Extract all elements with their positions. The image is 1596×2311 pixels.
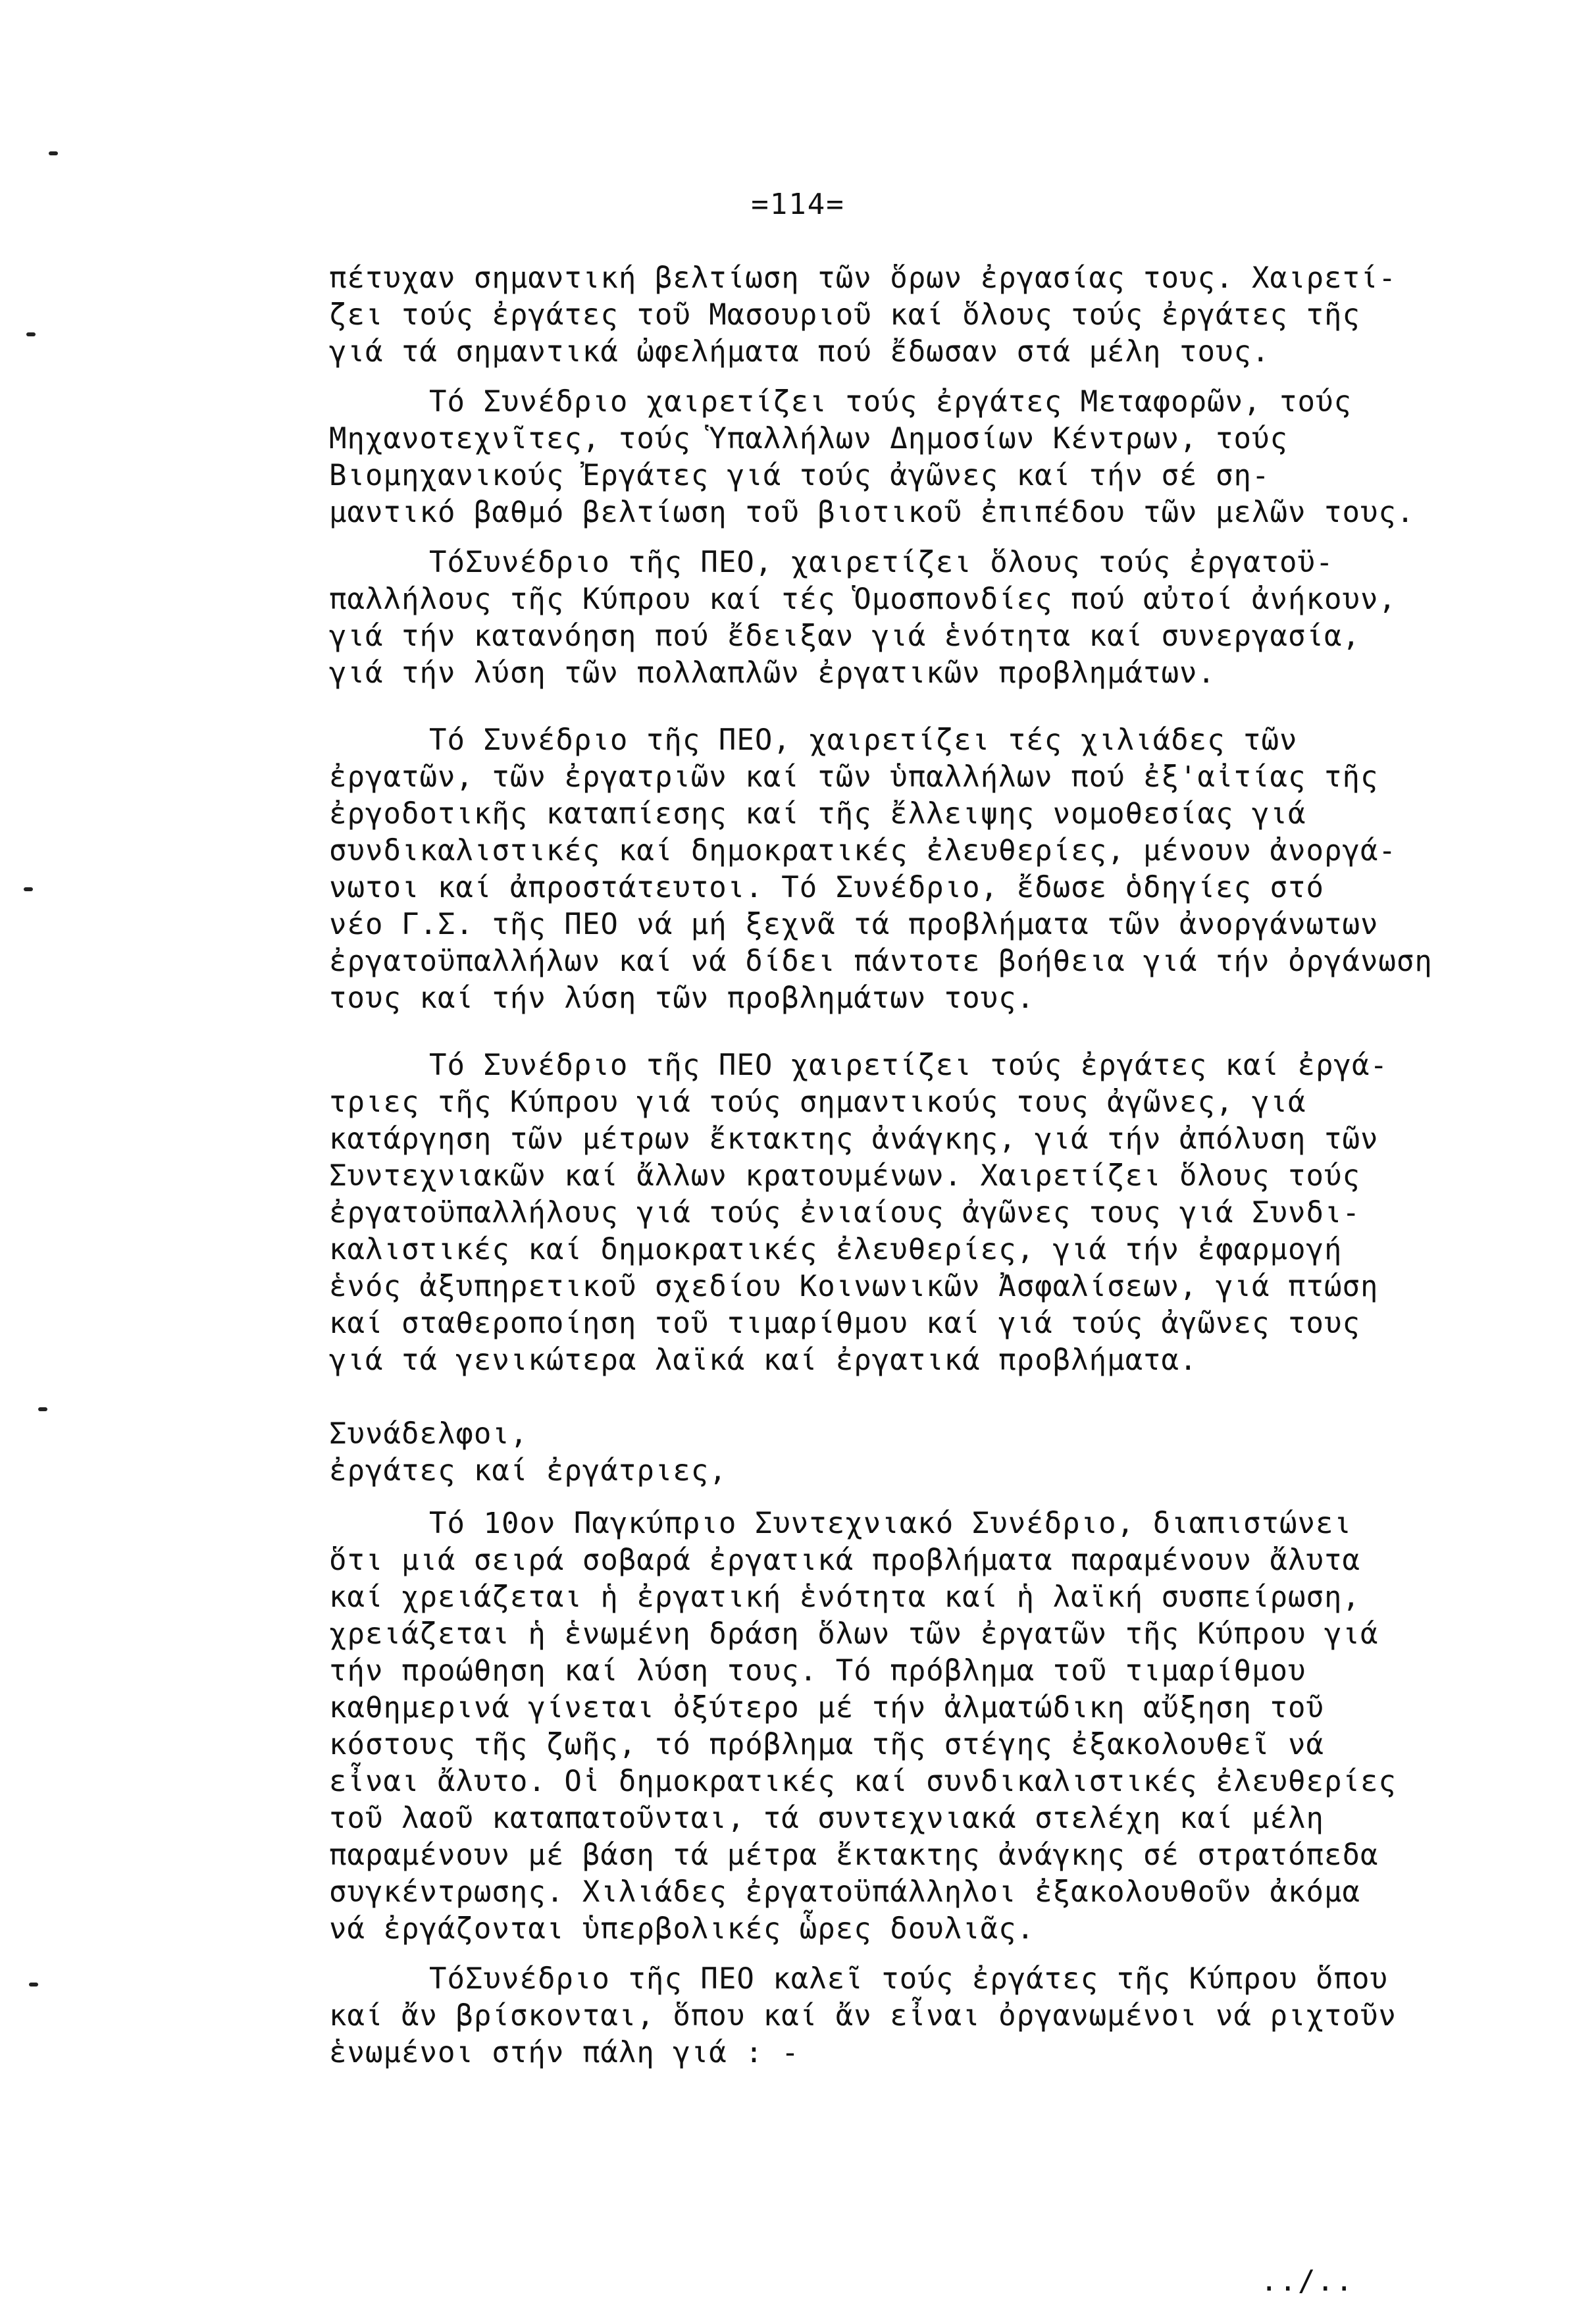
text-line: γιά τά σημαντικά ὠφελήματα πού ἔδωσαν στά μέλη τους. xyxy=(329,335,1270,369)
text-line: τήν προώθηση καί λύση τους. Τό πρόβλημα τοῦ τιμαρίθμου xyxy=(329,1654,1306,1688)
text-line: Συντεχνιακῶν καί ἄλλων κρατουμένων. Χαιρετίζει ὅλους τούς xyxy=(329,1159,1360,1193)
text-line: Τό Συνέδριο χαιρετίζει τούς ἐργάτες Μεταφορῶν, τούς xyxy=(429,385,1352,419)
text-line: τοῦ λαοῦ καταπατοῦνται, τά συντεχνιακά στελέχη καί μέλη xyxy=(329,1802,1324,1835)
text-line: ἐργοδοτικῆς καταπίεσης καί τῆς ἔλλειψης νομοθεσίας γιά xyxy=(329,797,1306,831)
text-line: καθημερινά γίνεται ὀξύτερο μέ τήν ἀλματώδικη αὔξηση τοῦ xyxy=(329,1691,1324,1725)
margin-mark xyxy=(38,1407,47,1411)
text-line: συνδικαλιστικές καί δημοκρατικές ἐλευθερίες, μένουν ἀνοργά- xyxy=(329,834,1397,868)
text-line: ἐργατοϋπαλλήλους γιά τούς ἐνιαίους ἀγῶνες τους γιά Συνδι- xyxy=(329,1196,1360,1230)
text-line: χρειάζεται ἡ ἑνωμένη δράση ὅλων τῶν ἐργατῶν τῆς Κύπρου γιά xyxy=(329,1617,1379,1651)
text-line: παλλήλους τῆς Κύπρου καί τές Ὁμοσπονδίες πού αὐτοί ἀνήκουν, xyxy=(329,583,1397,616)
text-line: τους καί τήν λύση τῶν προβλημάτων τους. xyxy=(329,981,1035,1015)
text-line: Βιομηχανικούς Ἐργάτες γιά τούς ἀγῶνες καί τήν σέ ση- xyxy=(329,459,1270,492)
text-line: ἐργάτες καί ἐργάτριες, xyxy=(329,1454,727,1488)
paragraph xyxy=(329,260,1547,371)
text-line: ΤόΣυνέδριο τῆς ΠΕΟ καλεῖ τούς ἐργάτες τῆς Κύπρου ὅπου xyxy=(429,1962,1388,1996)
text-line: νά ἐργάζονται ὑπερβολικές ὧρες δουλιᾶς. xyxy=(329,1912,1035,1946)
paragraph xyxy=(329,722,1547,1017)
text-line: ἑνός ἀξυπηρετικοῦ σχεδίου Κοινωνικῶν Ἀσφαλίσεων, γιά πτώση xyxy=(329,1270,1379,1303)
text-line: Συνάδελφοι, xyxy=(329,1417,528,1451)
text-line: ὅτι μιά σειρά σοβαρά ἐργατικά προβλήματα παραμένουν ἄλυτα xyxy=(329,1544,1360,1577)
text-line: καί χρειάζεται ἡ ἐργατική ἑνότητα καί ἡ λαϊκή συσπείρωση, xyxy=(329,1580,1360,1614)
paragraph xyxy=(329,1961,1547,2071)
margin-mark xyxy=(29,1983,38,1986)
margin-mark xyxy=(49,151,58,155)
page-number: =114= xyxy=(751,188,845,221)
text-line: Τό Συνέδριο τῆς ΠΕΟ, χαιρετίζει τές χιλιάδες τῶν xyxy=(429,723,1298,757)
text-line: ἐργατῶν, τῶν ἐργατριῶν καί τῶν ὑπαλλήλων πού ἐξ'αἰτίας τῆς xyxy=(329,760,1379,794)
text-line: τριες τῆς Κύπρου γιά τούς σημαντικούς τους ἀγῶνες, γιά xyxy=(329,1085,1306,1119)
text-line: μαντικό βαθμό βελτίωση τοῦ βιοτικοῦ ἐπιπέδου τῶν μελῶν τους. xyxy=(329,496,1415,529)
text-line: καί σταθεροποίηση τοῦ τιμαρίθμου καί γιά τούς ἀγῶνες τους xyxy=(329,1307,1360,1340)
continuation-mark: ../.. xyxy=(1260,2264,1354,2298)
text-line: Τό 10ον Παγκύπριο Συντεχνιακό Συνέδριο, διαπιστώνει xyxy=(429,1507,1352,1540)
text-line: ἐργατοϋπαλλήλων καί νά δίδει πάντοτε βοήθεια γιά τήν ὀργάνωση xyxy=(329,945,1433,978)
paragraph xyxy=(329,1505,1547,1948)
text-line: παραμένουν μέ βάση τά μέτρα ἔκτακτης ἀνάγκης σέ στρατόπεδα xyxy=(329,1838,1379,1872)
margin-mark xyxy=(24,887,33,891)
text-line: κόστους τῆς ζωῆς, τό πρόβλημα τῆς στέγης ἐξακολουθεῖ νά xyxy=(329,1728,1324,1761)
text-line: γιά τήν κατανόηση πού ἔδειξαν γιά ἑνότητα καί συνεργασία, xyxy=(329,619,1360,653)
salutation xyxy=(329,1416,1547,1490)
text-line: καί ἄν βρίσκονται, ὅπου καί ἄν εἶναι ὀργανωμένοι νά ριχτοῦν xyxy=(329,1999,1397,2033)
text-line: νέο Γ.Σ. τῆς ΠΕΟ νά μή ξεχνᾶ τά προβλήματα τῶν ἀνοργάνωτων xyxy=(329,908,1379,941)
text-line: εἶναι ἄλυτο. Οἱ δημοκρατικές καί συνδικαλιστικές ἐλευθερίες xyxy=(329,1765,1397,1798)
paragraph xyxy=(329,384,1547,531)
text-line: γιά τά γενικώτερα λαϊκά καί ἐργατικά προβλήματα. xyxy=(329,1343,1198,1377)
text-line: Τό Συνέδριο τῆς ΠΕΟ χαιρετίζει τούς ἐργάτες καί ἐργά- xyxy=(429,1049,1388,1082)
text-line: κατάργηση τῶν μέτρων ἔκτακτης ἀνάγκης, γιά τήν ἀπόλυση τῶν xyxy=(329,1122,1379,1156)
text-line: ἑνωμένοι στήν πάλη γιά : - xyxy=(329,2036,800,2069)
paragraph xyxy=(329,544,1547,692)
text-line: ΤόΣυνέδριο τῆς ΠΕΟ, χαιρετίζει ὅλους τούς ἐργατοϋ- xyxy=(429,546,1334,579)
text-line: ζει τούς ἐργάτες τοῦ Μασουριοῦ καί ὅλους τούς ἐργάτες τῆς xyxy=(329,298,1360,332)
body-text xyxy=(329,260,1547,2085)
paragraph xyxy=(329,1047,1547,1379)
text-line: πέτυχαν σημαντική βελτίωση τῶν ὅρων ἐργασίας τους. Χαιρετί- xyxy=(329,261,1397,295)
text-line: γιά τήν λύση τῶν πολλαπλῶν ἐργατικῶν προβλημάτων. xyxy=(329,656,1216,690)
text-line: Μηχανοτεχνῖτες, τούς Ὑπαλλήλων Δημοσίων Κέντρων, τούς xyxy=(329,422,1288,455)
text-line: συγκέντρωσης. Χιλιάδες ἐργατοϋπάλληλοι ἐξακολουθοῦν ἀκόμα xyxy=(329,1875,1360,1909)
text-line: καλιστικές καί δημοκρατικές ἐλευθερίες, γιά τήν ἐφαρμογή xyxy=(329,1233,1343,1266)
margin-mark xyxy=(26,332,36,336)
text-line: νωτοι καί ἀπροστάτευτοι. Τό Συνέδριο, ἔδωσε ὁδηγίες στό xyxy=(329,871,1324,904)
